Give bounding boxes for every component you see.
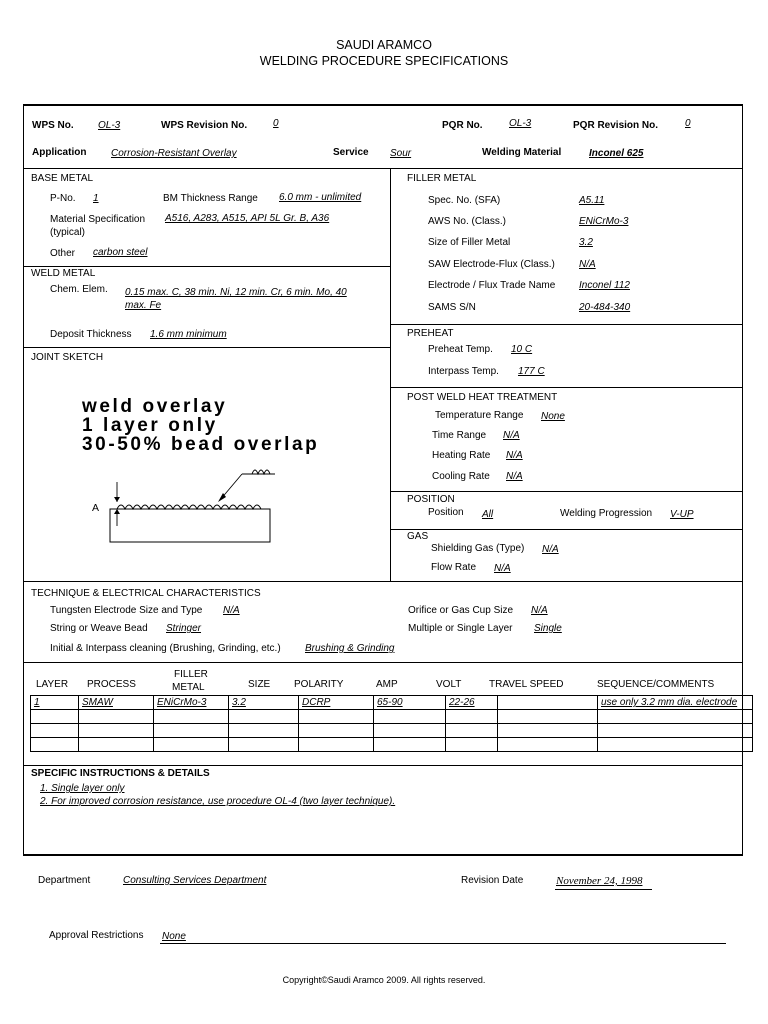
deposit-value: 1.6 mm minimum <box>150 329 227 340</box>
string-label: String or Weave Bead <box>50 623 148 634</box>
tungsten-value: N/A <box>223 605 240 616</box>
material-spec-sub: (typical) <box>50 227 86 238</box>
table-cell <box>299 738 374 752</box>
chem-label: Chem. Elem. <box>50 284 108 295</box>
table-row <box>31 738 753 752</box>
table-row <box>31 696 753 710</box>
divider-weld-metal <box>23 266 390 267</box>
weld-metal-heading: WELD METAL <box>31 268 96 279</box>
pwht-time-label: Time Range <box>432 430 487 441</box>
orifice-value: N/A <box>531 605 548 616</box>
org-title: SAUDI ARAMCO <box>336 38 432 52</box>
aws-value: ENiCrMo-3 <box>579 216 629 227</box>
aws-label: AWS No. (Class.) <box>428 216 506 227</box>
sketch-line-3: 30-50% bead overlap <box>82 434 320 455</box>
table-cell <box>31 724 79 738</box>
position-value: All <box>482 509 494 520</box>
saw-value: N/A <box>579 259 596 270</box>
divider-instructions <box>23 765 743 766</box>
table-row <box>31 710 753 724</box>
pwht-cooling-label: Cooling Rate <box>432 471 490 482</box>
sketch-line-2: 1 layer only <box>82 415 218 436</box>
progression-label: Welding Progression <box>560 508 653 519</box>
weld-overlay-sketch <box>100 464 280 548</box>
filler-metal-heading: FILLER METAL <box>407 173 477 184</box>
table-cell <box>598 724 753 738</box>
divider-gas <box>390 529 743 530</box>
revision-date-label: Revision Date <box>461 875 524 886</box>
department-label: Department <box>38 875 91 886</box>
chem-value-1: 0.15 max. C, 38 min. Ni, 12 min. Cr, 6 min. Mo, 40 <box>125 287 347 298</box>
welding-material-value: Inconel 625 <box>589 148 644 159</box>
divider-position <box>390 491 743 492</box>
pwht-time-value: N/A <box>503 430 520 441</box>
technique-heading: TECHNIQUE & ELECTRICAL CHARACTERISTICS <box>31 588 261 599</box>
page-title: WELDING PROCEDURE SPECIFICATIONS <box>259 54 509 68</box>
revision-date-value: November 24, 1998 <box>556 875 643 887</box>
table-cell <box>446 738 498 752</box>
copyright: Copyright©Saudi Aramco 2009. All rights reserved. <box>282 975 486 985</box>
table-cell <box>598 710 753 724</box>
spec-label: Spec. No. (SFA) <box>428 195 501 206</box>
table-cell <box>229 710 299 724</box>
divider-top <box>23 168 743 169</box>
multiple-label: Multiple or Single Layer <box>408 623 513 634</box>
sams-value: 20-484-340 <box>579 302 631 313</box>
shielding-label: Shielding Gas (Type) <box>431 543 525 554</box>
table-cell <box>498 710 598 724</box>
divider-layers <box>23 662 743 663</box>
chem-value-2: max. Fe <box>125 300 162 311</box>
pqr-rev-label: PQR Revision No. <box>573 120 659 131</box>
table-cell <box>31 738 79 752</box>
preheat-value: 10 C <box>511 344 533 355</box>
flow-value: N/A <box>494 563 511 574</box>
divider-technique <box>23 581 743 582</box>
table-cell <box>154 738 229 752</box>
table-cell <box>154 710 229 724</box>
preheat-label: Preheat Temp. <box>428 344 493 355</box>
layers-table <box>30 695 753 752</box>
pno-value: 1 <box>93 193 99 204</box>
col-header-travel-speed: TRAVEL SPEED <box>489 679 564 690</box>
col-header-process: PROCESS <box>87 679 136 690</box>
col-header-layer: LAYER <box>36 679 69 690</box>
cleaning-label: Initial & Interpass cleaning (Brushing, Grinding, etc.) <box>50 643 281 654</box>
size-cell: 3.2 <box>229 696 299 710</box>
cleaning-value: Brushing & Grinding <box>305 643 395 654</box>
other-label: Other <box>50 248 76 259</box>
col-header-volt: VOLT <box>436 679 462 690</box>
position-heading: POSITION <box>407 494 455 505</box>
table-cell <box>498 738 598 752</box>
col-header-metal: METAL <box>172 682 205 693</box>
trade-label: Electrode / Flux Trade Name <box>428 280 556 291</box>
table-cell <box>31 710 79 724</box>
pqr-no-label: PQR No. <box>442 120 483 131</box>
pqr-rev-value: 0 <box>685 118 691 129</box>
position-label: Position <box>428 507 464 518</box>
pqr-no-value: OL-3 <box>509 118 532 129</box>
multiple-value: Single <box>534 623 562 634</box>
process-cell: SMAW <box>79 696 154 710</box>
table-cell <box>229 738 299 752</box>
table-row <box>31 724 753 738</box>
col-header-sequence: SEQUENCE/COMMENTS <box>597 679 715 690</box>
string-value: Stringer <box>166 623 202 634</box>
table-cell <box>299 710 374 724</box>
wps-no-label: WPS No. <box>32 120 74 131</box>
size-label: Size of Filler Metal <box>428 237 511 248</box>
amp-cell: 65-90 <box>374 696 446 710</box>
table-cell <box>374 724 446 738</box>
sequence-cell: use only 3.2 mm dia. electrode <box>598 696 753 710</box>
pwht-temp-value: None <box>541 411 565 422</box>
volt-cell: 22-26 <box>446 696 498 710</box>
base-metal-heading: BASE METAL <box>31 173 94 184</box>
sams-label: SAMS S/N <box>428 302 476 313</box>
table-cell <box>79 724 154 738</box>
application-value: Corrosion-Resistant Overlay <box>111 148 237 159</box>
col-header-size: SIZE <box>248 679 271 690</box>
instruction-2: 2. For improved corrosion resistance, use procedure OL-4 (two layer technique). <box>40 796 396 807</box>
material-spec-label: Material Specification <box>50 214 146 225</box>
table-cell <box>374 710 446 724</box>
other-value: carbon steel <box>93 247 148 258</box>
flow-label: Flow Rate <box>431 562 477 573</box>
interpass-label: Interpass Temp. <box>428 366 499 377</box>
approval-label: Approval Restrictions <box>49 930 144 941</box>
size-value: 3.2 <box>579 237 593 248</box>
department-value: Consulting Services Department <box>123 875 267 886</box>
orifice-label: Orifice or Gas Cup Size <box>408 605 514 616</box>
pwht-cooling-value: N/A <box>506 471 523 482</box>
col-header-filler: FILLER <box>174 669 208 680</box>
material-spec-value: A516, A283, A515, API 5L Gr. B, A36 <box>165 213 330 224</box>
wps-rev-value: 0 <box>273 118 279 129</box>
filler-metal-cell: ENiCrMo-3 <box>154 696 229 710</box>
trade-value: Inconel 112 <box>579 280 630 291</box>
divider-pwht <box>390 387 743 388</box>
service-value: Sour <box>390 148 412 159</box>
divider-middle <box>390 168 391 581</box>
polarity-cell: DCRP <box>299 696 374 710</box>
wps-rev-label: WPS Revision No. <box>161 120 248 131</box>
table-cell <box>229 724 299 738</box>
welding-material-label: Welding Material <box>482 147 562 158</box>
progression-value: V-UP <box>670 509 694 520</box>
bm-thickness-label: BM Thickness Range <box>163 193 258 204</box>
layer-cell: 1 <box>31 696 79 710</box>
service-label: Service <box>333 147 369 158</box>
divider-joint-sketch <box>23 347 390 348</box>
shielding-value: N/A <box>542 544 559 555</box>
deposit-label: Deposit Thickness <box>50 329 132 340</box>
pwht-heating-label: Heating Rate <box>432 450 491 461</box>
table-cell <box>498 724 598 738</box>
pno-label: P-No. <box>50 193 76 204</box>
table-cell <box>79 710 154 724</box>
table-cell <box>446 710 498 724</box>
col-header-amp: AMP <box>376 679 398 690</box>
preheat-heading: PREHEAT <box>407 328 454 339</box>
bm-thickness-value: 6.0 mm - unlimited <box>279 192 362 203</box>
pwht-heading: POST WELD HEAT TREATMENT <box>407 392 558 403</box>
spec-value: A5.11 <box>579 195 605 206</box>
sketch-dim-label: A <box>92 502 100 514</box>
table-cell <box>154 724 229 738</box>
table-cell <box>374 738 446 752</box>
instructions-heading: SPECIFIC INSTRUCTIONS & DETAILS <box>31 768 210 779</box>
table-cell <box>299 724 374 738</box>
pwht-heating-value: N/A <box>506 450 523 461</box>
interpass-value: 177 C <box>518 366 545 377</box>
tungsten-label: Tungsten Electrode Size and Type <box>50 605 203 616</box>
table-cell <box>79 738 154 752</box>
table-cell <box>446 724 498 738</box>
application-label: Application <box>32 147 87 158</box>
travel-speed-cell <box>498 696 598 710</box>
approval-value: None <box>162 931 186 942</box>
col-header-polarity: POLARITY <box>294 679 344 690</box>
pwht-temp-label: Temperature Range <box>435 410 524 421</box>
divider-preheat <box>390 324 743 325</box>
sketch-line-1: weld overlay <box>82 396 228 417</box>
revision-date-underline <box>555 889 652 890</box>
joint-sketch-heading: JOINT SKETCH <box>31 352 104 363</box>
approval-underline <box>160 943 726 944</box>
instruction-1: 1. Single layer only <box>40 783 125 794</box>
table-cell <box>598 738 753 752</box>
gas-heading: GAS <box>407 531 429 542</box>
wps-no-value: OL-3 <box>98 120 121 131</box>
saw-label: SAW Electrode-Flux (Class.) <box>428 259 555 270</box>
